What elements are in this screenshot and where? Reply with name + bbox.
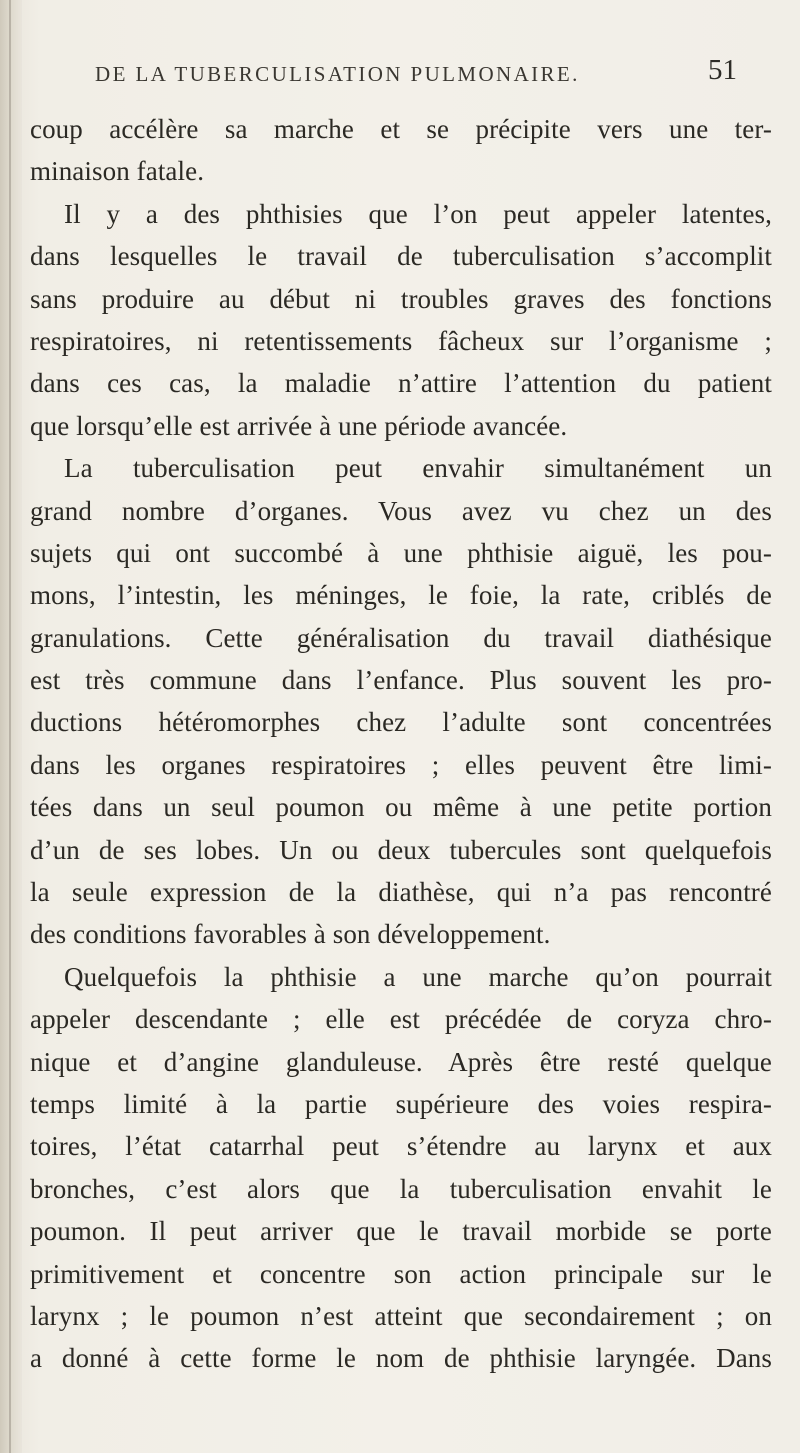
running-title: DE LA TUBERCULISATION PULMONAIRE.: [95, 62, 580, 86]
text-line: dans les organes respiratoires ; elles peuvent être limi-: [30, 749, 772, 780]
text-line: la seule expression de la diathèse, qui n’a pas rencontré: [30, 877, 772, 908]
text-line: larynx ; le poumon n’est atteint que secondairement ; on: [30, 1300, 772, 1331]
text-line: sans produire au début ni troubles graves des fonctions: [30, 283, 772, 314]
text-line: primitivement et concentre son action principale sur le: [30, 1258, 772, 1289]
text-line: respiratoires, ni retentissements fâcheux sur l’organisme ;: [30, 325, 772, 356]
text-line: que lorsqu’elle est arrivée à une période avancée.: [30, 410, 568, 441]
text-line: poumon. Il peut arriver que le travail morbide se porte: [30, 1216, 772, 1247]
body-text: [30, 108, 772, 1380]
text-line: dans ces cas, la maladie n’attire l’attention du patient: [30, 368, 772, 399]
text-line: a donné à cette forme le nom de phthisie laryngée. Dans: [30, 1343, 772, 1374]
text-line: granulations. Cette généralisation du travail diathésique: [30, 622, 772, 653]
running-head: [0, 54, 800, 94]
text-line: La tuberculisation peut envahir simultanément un: [64, 453, 772, 484]
text-line: nique et d’angine glanduleuse. Après être resté quelque: [30, 1046, 772, 1077]
text-line: mons, l’intestin, les méninges, le foie, la rate, criblés de: [30, 580, 772, 611]
text-line: est très commune dans l’enfance. Plus souvent les pro-: [30, 665, 772, 696]
page-number: 51: [708, 54, 737, 86]
gutter-rule: [9, 0, 11, 1453]
text-line: tées dans un seul poumon ou même à une petite portion: [30, 792, 772, 823]
text-line: Quelquefois la phthisie a une marche qu’on pourrait: [64, 961, 772, 992]
text-line: grand nombre d’organes. Vous avez vu chez un des: [30, 495, 772, 526]
text-line: toires, l’état catarrhal peut s’étendre au larynx et aux: [30, 1131, 772, 1162]
text-line: des conditions favorables à son développement.: [30, 919, 551, 950]
text-line: bronches, c’est alors que la tuberculisation envahit le: [30, 1173, 772, 1204]
text-line: d’un de ses lobes. Un ou deux tubercules sont quelquefois: [30, 834, 772, 865]
text-line: dans lesquelles le travail de tuberculisation s’accomplit: [30, 241, 772, 272]
text-line: temps limité à la partie supérieure des voies respira-: [30, 1088, 772, 1119]
text-line: coup accélère sa marche et se précipite vers une ter-: [30, 114, 772, 144]
text-line: ductions hétéromorphes chez l’adulte sont concentrées: [30, 707, 772, 738]
binding-gutter: [0, 0, 22, 1453]
text-line: appeler descendante ; elle est précédée de coryza chro-: [30, 1004, 772, 1035]
text-line: minaison fatale.: [30, 156, 205, 187]
text-line: Il y a des phthisies que l’on peut appeler latentes,: [64, 198, 772, 229]
text-line: sujets qui ont succombé à une phthisie aiguë, les pou-: [30, 537, 772, 568]
